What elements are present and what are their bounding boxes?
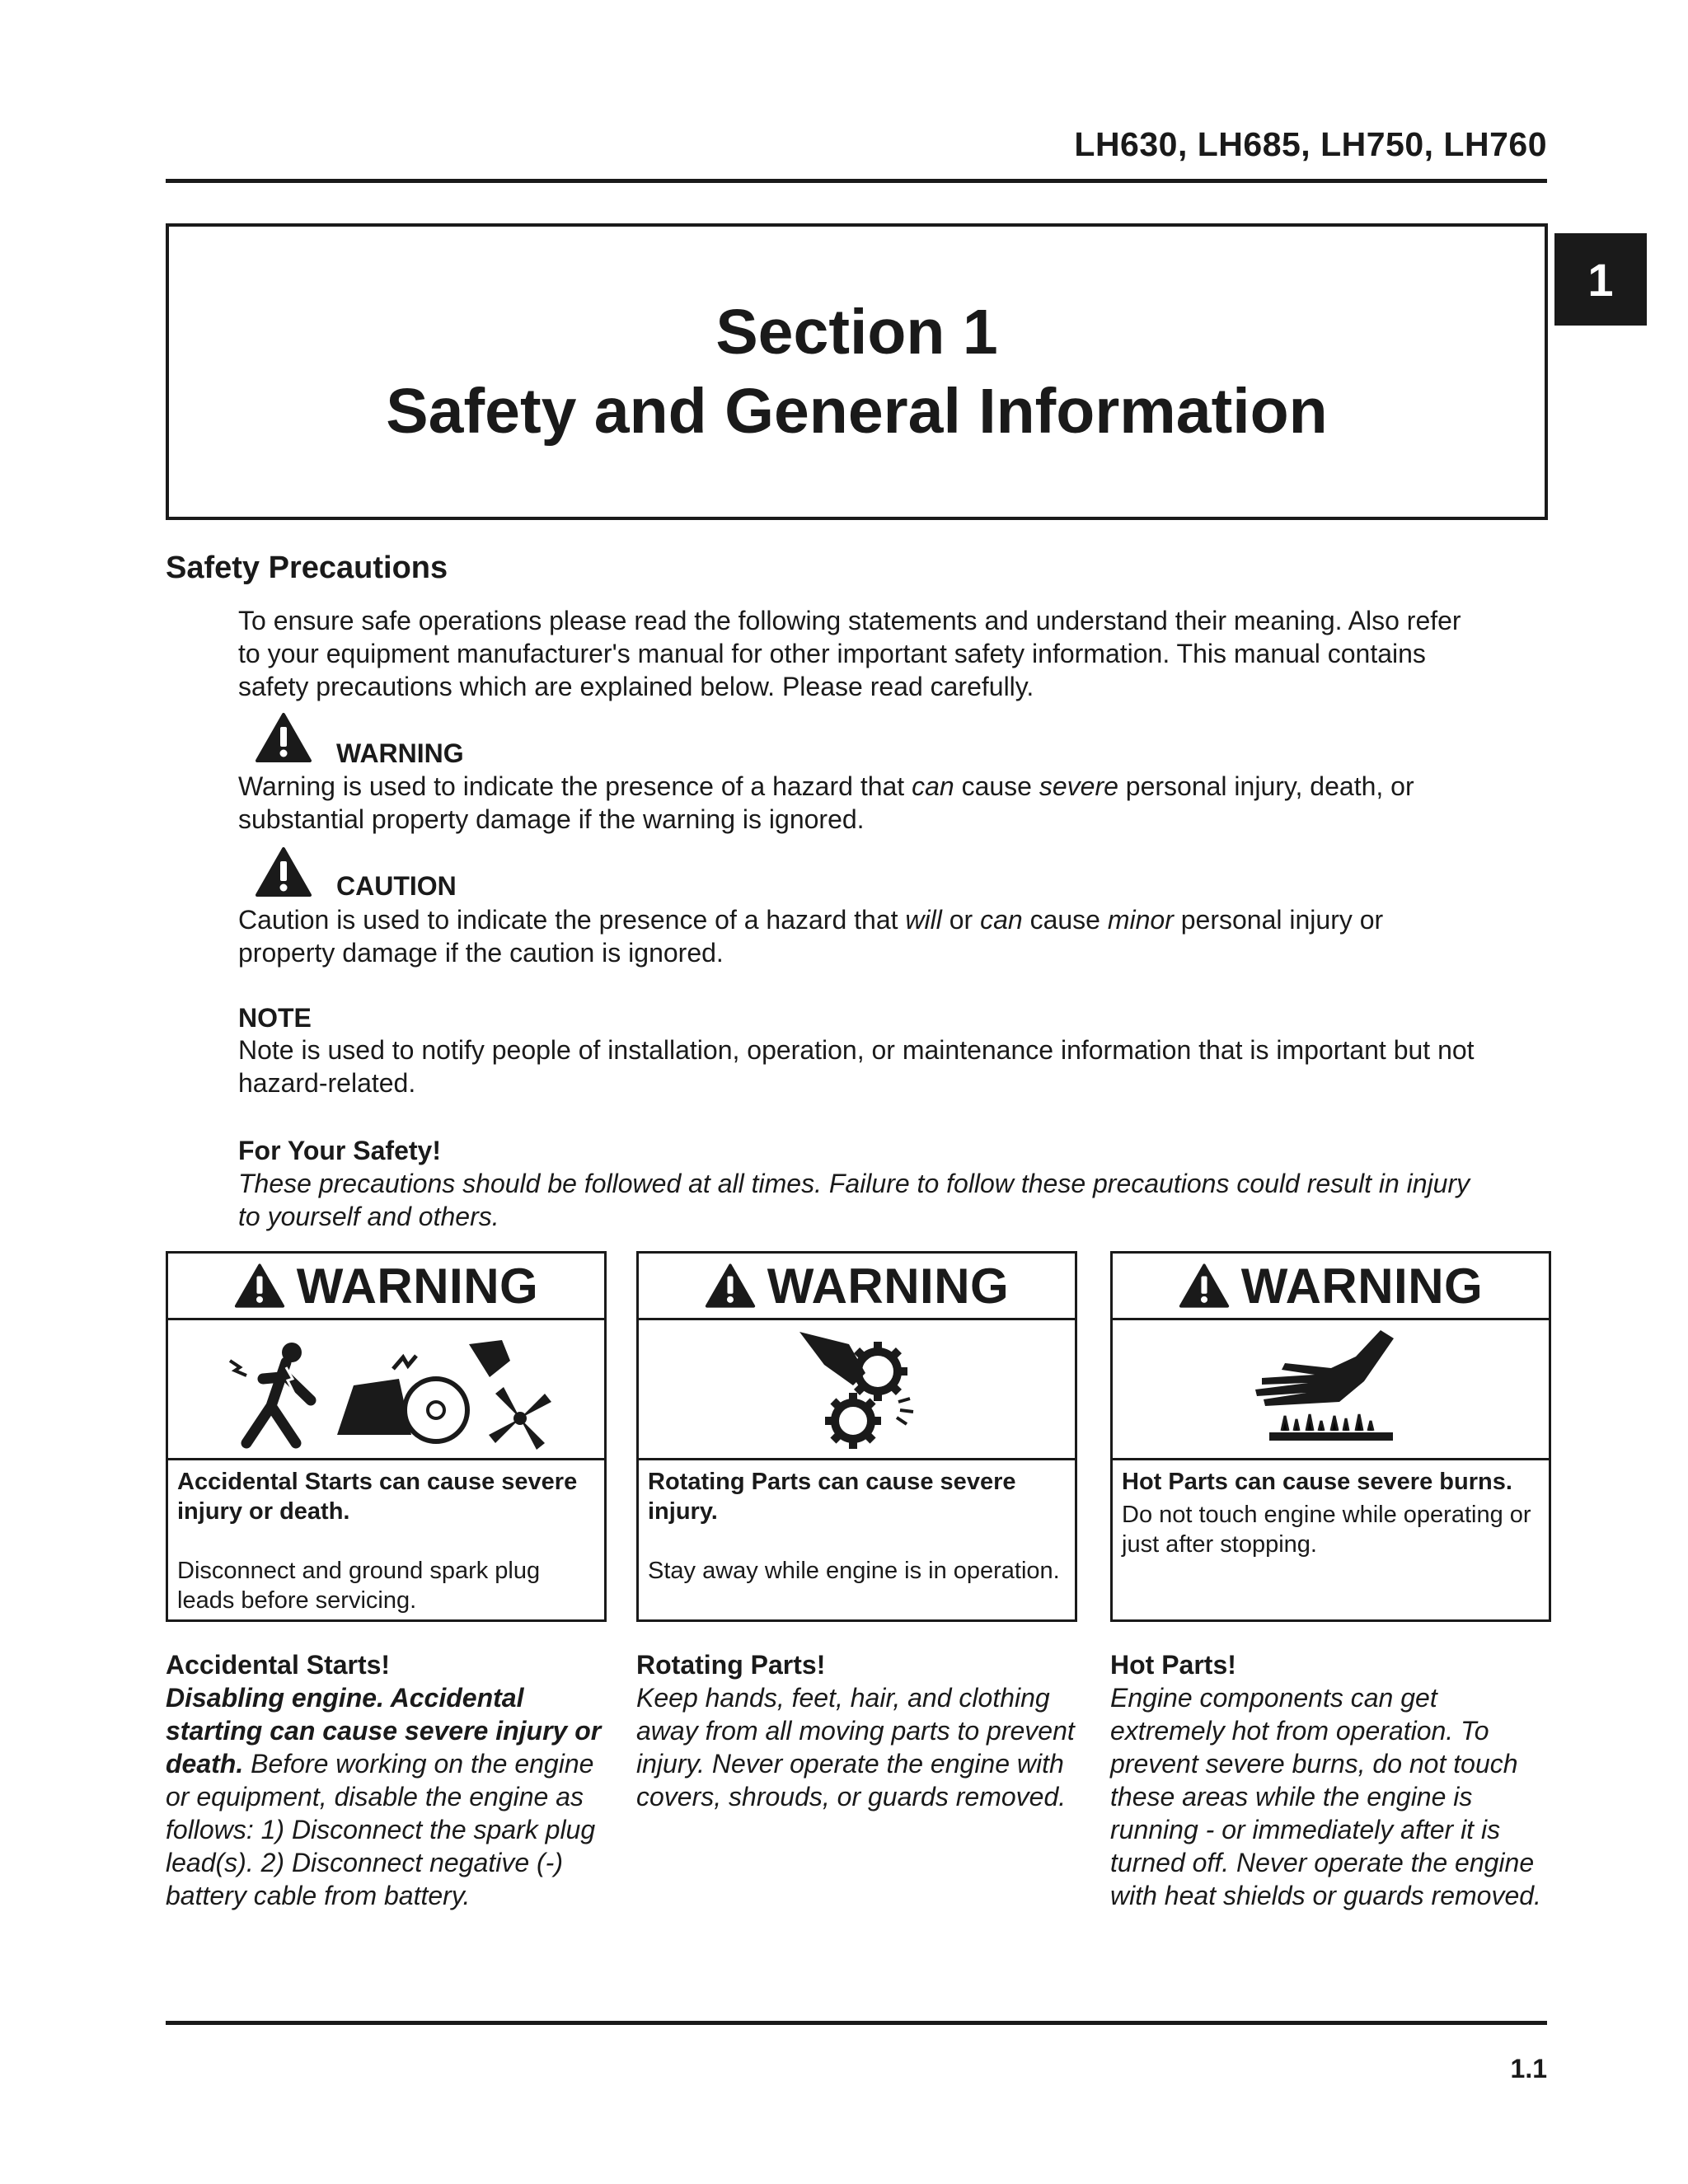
card-title: Rotating Parts can cause severe injury. [648,1469,1016,1525]
card-header-label: WARNING [767,1258,1010,1314]
hot-parts-heading: Hot Parts! [1110,1650,1236,1680]
model-list: LH630, LH685, LH750, LH760 [1074,125,1547,163]
hot-parts-text: Engine components can get extremely hot from operation. To prevent severe burns, do not touch these areas while the engine is running - or immediately after it is turned off. Never operate the engine with heat shields or guards removed. [1110,1683,1541,1910]
warning-triangle-icon [234,1263,285,1309]
warning-card-hot-parts [1110,1251,1551,1622]
card-header [1113,1254,1549,1320]
warning-triangle-icon [1179,1263,1230,1309]
caution-definition: Caution is used to indicate the presence of a hazard that will or can cause minor personal injury or property damage if the caution is ignored. [238,905,1384,968]
rotating-gears-hand-pictogram-icon [639,1320,1075,1460]
accidental-starts-text: Disabling engine. Accidental starting can cause severe injury or death. Before working on the engine or equipment, disable the engine as follows: 1) Disconnect the spark plug lead(s). 2) Disconnect negative (-) battery cable from battery. [166,1683,602,1910]
card-header-label: WARNING [296,1258,539,1314]
page-number: 1.1 [1510,2054,1547,2083]
section-tab: 1 [1554,233,1647,326]
accidental-starts-heading: Accidental Starts! [166,1650,391,1680]
caution-label: CAUTION [336,871,457,901]
warning-triangle-icon [255,712,312,763]
card-body: Do not touch engine while operating or just after stopping. [1122,1502,1531,1558]
card-header-label: WARNING [1240,1258,1484,1314]
warning-label: WARNING [336,738,464,768]
precautions-heading: Safety Precautions [166,551,448,585]
warning-card-rotating-parts [636,1251,1077,1622]
card-header [168,1254,604,1320]
for-your-safety-label: For Your Safety! [238,1136,441,1165]
for-your-safety-text: These precautions should be followed at all times. Failure to follow these precautions could result in injury to yourself and others. [238,1169,1470,1231]
card-title: Hot Parts can cause severe burns. [1122,1469,1512,1495]
hot-parts-section [1110,1648,1555,1912]
electric-shock-crush-fan-pictogram-icon [168,1320,604,1460]
warning-triangle-icon [705,1263,756,1309]
card-body: Stay away while engine is in operation. [648,1558,1060,1584]
card-body: Disconnect and ground spark plug leads before servicing. [177,1558,541,1614]
note-definition: Note is used to notify people of installation, operation, or maintenance information that is important but not hazard-related. [238,1035,1475,1098]
precautions-intro: To ensure safe operations please read the following statements and understand their meaning. Also refer to your equipment manufacturer's manual for other important safety information. This manual contains safety precautions which are explained below. Please read carefully. [238,606,1461,701]
title-box [166,223,1548,520]
section-title: Safety and General Information [386,376,1328,447]
rotating-parts-section [636,1648,1081,1813]
accidental-starts-section [166,1648,611,1912]
card-title: Accidental Starts can cause severe injury or death. [177,1469,578,1525]
warning-definition: Warning is used to indicate the presence of a hazard that can cause severe personal injury, death, or substantial property damage if the warning is ignored. [238,771,1414,834]
caution-triangle-icon [255,846,312,898]
footer-rule [166,2021,1547,2025]
warning-card-accidental-starts [166,1251,607,1622]
hot-surface-hand-pictogram-icon [1113,1320,1549,1460]
note-label: NOTE [238,1003,312,1033]
rotating-parts-text: Keep hands, feet, hair, and clothing away from all moving parts to prevent injury. Never operate the engine with covers, shrouds, or guards removed. [636,1683,1075,1811]
section-number: Section 1 [715,297,998,368]
rotating-parts-heading: Rotating Parts! [636,1650,826,1680]
card-header [639,1254,1075,1320]
header-rule [166,179,1547,183]
